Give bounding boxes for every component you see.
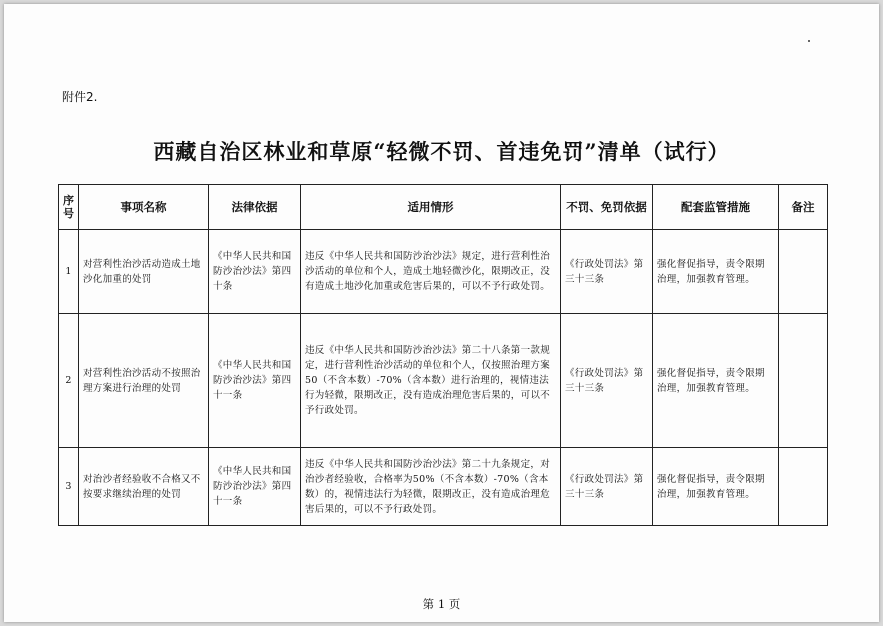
row-no: 2 [59,314,79,448]
header-name: 事项名称 [79,185,209,230]
table-header-row [59,185,828,230]
document-page [4,4,879,622]
row-measures: 强化督促指导，责令限期治理，加强教育管理。 [653,448,779,526]
row-remarks [779,314,828,448]
table-row [59,230,828,314]
scan-speck [808,40,810,42]
row-situation: 违反《中华人民共和国防沙治沙法》第二十八条第一款规定，进行营利性治沙活动的单位和个人，仅按照治理方案50（不含本数）-70%（含本数）进行治理的，视情违法行为轻微，限期改正，没有造成治理危害后果的，可以不予行政处罚。 [301,314,561,448]
row-law: 《中华人民共和国防沙治沙法》第四十一条 [209,314,301,448]
header-measures: 配套监管措施 [653,185,779,230]
header-remarks: 备注 [779,185,828,230]
row-situation: 违反《中华人民共和国防沙治沙法》第二十九条规定，对治沙者经验收，合格率为50%（不含本数）-70%（含本数）的，视情违法行为轻微，限期改正，没有造成治理危害后果的，可以不予行政处罚。 [301,448,561,526]
row-measures: 强化督促指导，责令限期治理，加强教育管理。 [653,314,779,448]
row-basis: 《行政处罚法》第三十三条 [561,448,653,526]
header-law: 法律依据 [209,185,301,230]
table-row [59,314,828,448]
header-situation: 适用情形 [301,185,561,230]
row-no: 1 [59,230,79,314]
exemption-list-table [58,184,828,526]
header-basis: 不罚、免罚依据 [561,185,653,230]
header-no: 序号 [59,185,79,230]
row-no: 3 [59,448,79,526]
row-measures: 强化督促指导，责令限期治理，加强教育管理。 [653,230,779,314]
row-name: 对营利性治沙活动不按照治理方案进行治理的处罚 [79,314,209,448]
table-row [59,448,828,526]
row-basis: 《行政处罚法》第三十三条 [561,230,653,314]
row-remarks [779,230,828,314]
row-name: 对营利性治沙活动造成土地沙化加重的处罚 [79,230,209,314]
page-number: 第 1 页 [422,597,461,611]
row-name: 对治沙者经验收不合格又不按要求继续治理的处罚 [79,448,209,526]
document-title: 西藏自治区林业和草原“轻微不罚、首违免罚”清单（试行） [153,139,730,164]
row-remarks [779,448,828,526]
row-law: 《中华人民共和国防沙治沙法》第四十一条 [209,448,301,526]
row-law: 《中华人民共和国防沙治沙法》第四十条 [209,230,301,314]
row-basis: 《行政处罚法》第三十三条 [561,314,653,448]
attachment-label: 附件2. [62,90,98,104]
row-situation: 违反《中华人民共和国防沙治沙法》规定，进行营利性治沙活动的单位和个人，造成土地轻微沙化，限期改正，没有造成土地沙化加重或危害后果的，可以不予行政处罚。 [301,230,561,314]
